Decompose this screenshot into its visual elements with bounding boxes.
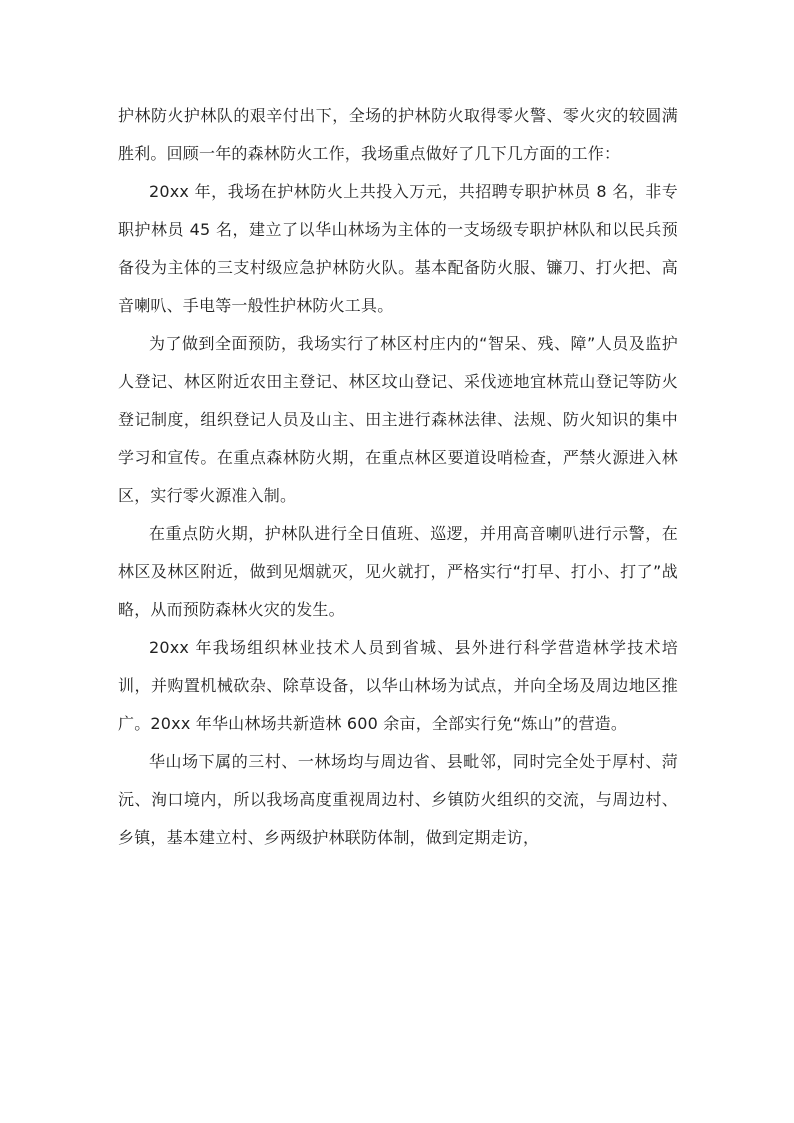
paragraph-2: 20xx 年，我场在护林防火上共投入万元，共招聘专职护林员 8 名，非专职护林员 45 名，建立了以华山林场为主体的一支场级专职护林队和以民兵预备役为主体的三支村级应急护林防火队。基本配备防火服、镰刀、打火把、高音喇叭、手电等一般性护林防火工具。 <box>118 182 678 315</box>
paragraph-4: 在重点防火期，护林队进行全日值班、巡逻，并用高音喇叭进行示警，在林区及林区附近，做到见烟就灭，见火就打，严格实行“打早、打小、打了”战略，从而预防森林火灾的发生。 <box>118 524 678 619</box>
document-body <box>118 97 678 857</box>
paragraph-6: 华山场下属的三村、一林场均与周边省、县毗邻，同时完全处于厚村、菏沅、洵口境内，所以我场高度重视周边村、乡镇防火组织的交流，与周边村、乡镇，基本建立村、乡两级护林联防体制，做到定期走访， <box>118 752 678 847</box>
paragraph-5: 20xx 年我场组织林业技术人员到省城、县外进行科学营造林学技术培训，并购置机械砍杂、除草设备，以华山林场为试点，并向全场及周边地区推广。20xx 年华山林场共新造林 600 余亩，全部实行免“炼山”的营造。 <box>118 638 678 733</box>
paragraph-1: 护林防火护林队的艰辛付出下，全场的护林防火取得零火警、零火灾的较圆满胜利。回顾一年的森林防火工作，我场重点做好了几下几方面的工作： <box>118 106 678 163</box>
paragraph-3: 为了做到全面预防，我场实行了林区村庄内的“智呆、残、障”人员及监护人登记、林区附近农田主登记、林区坟山登记、采伐迹地宜林荒山登记等防火登记制度，组织登记人员及山主、田主进行森林法律、法规、防火知识的集中学习和宣传。在重点森林防火期，在重点林区要道设哨检查，严禁火源进入林区，实行零火源准入制。 <box>118 334 678 505</box>
